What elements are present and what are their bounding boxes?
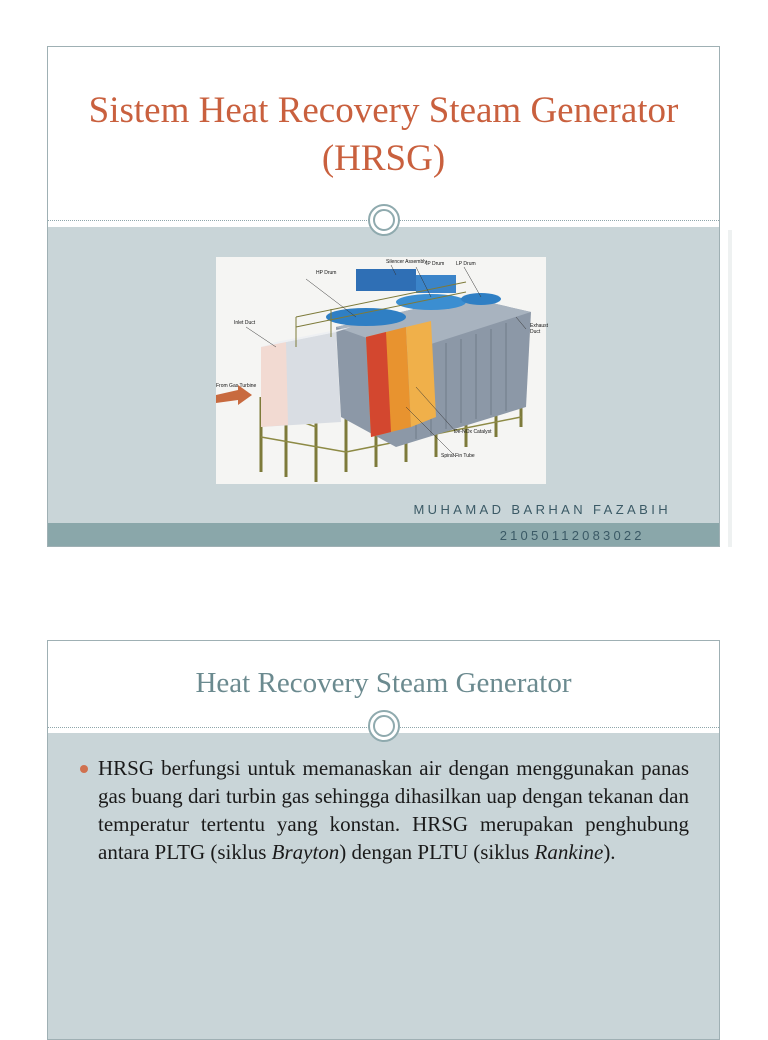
presentation-title: Sistem Heat Recovery Steam Generator (HRSG) [88, 90, 679, 179]
slide-content [47, 640, 720, 1040]
author-block [413, 502, 671, 544]
bullet-text-brayton: Brayton [271, 840, 340, 864]
slide-title-area [48, 47, 719, 221]
bullet-text: ) dengan PLTU (siklus [339, 840, 535, 864]
figure-label: Silencer Assembly [386, 259, 427, 265]
bullet-text: HRSG berfungsi untuk memanaskan air dengan menggunakan panas gas buang dari turbin gas sehingga dihasilkan uap dengan tekanan dan temperatur tertentu yang konstan. HRSG merupakan penghubung antara PLTG (siklus [98, 756, 689, 864]
author-name: MUHAMAD BARHAN FAZABIH [413, 502, 671, 517]
slide-title [47, 46, 720, 547]
hrsg-diagram-image [216, 257, 549, 484]
figure-label: HP Drum [316, 270, 337, 276]
figure-label: IP Drum [426, 261, 445, 267]
figure-label: From Gas Turbine [216, 383, 257, 389]
figure-label: Spiral Fin Tube [441, 453, 475, 459]
page-edge [728, 230, 732, 547]
bullet-icon [80, 765, 88, 773]
bullet-paragraph [98, 754, 689, 866]
slide-heading: Heat Recovery Steam Generator [195, 667, 572, 699]
figure-label: Inlet Duct [234, 320, 256, 326]
bullet-text-rankine: Rankine [534, 840, 604, 864]
hrsg-illustration [216, 257, 549, 484]
bullet-text: ). [603, 840, 616, 864]
ring-ornament-icon [368, 204, 400, 236]
figure-label: LP Drum [456, 261, 476, 267]
ring-ornament-icon [368, 710, 400, 742]
figure-label: Exhaust Duct [530, 323, 549, 335]
figure-label: De-NOx Catalyst [454, 429, 492, 435]
author-id: 21050112083022 [499, 528, 645, 543]
